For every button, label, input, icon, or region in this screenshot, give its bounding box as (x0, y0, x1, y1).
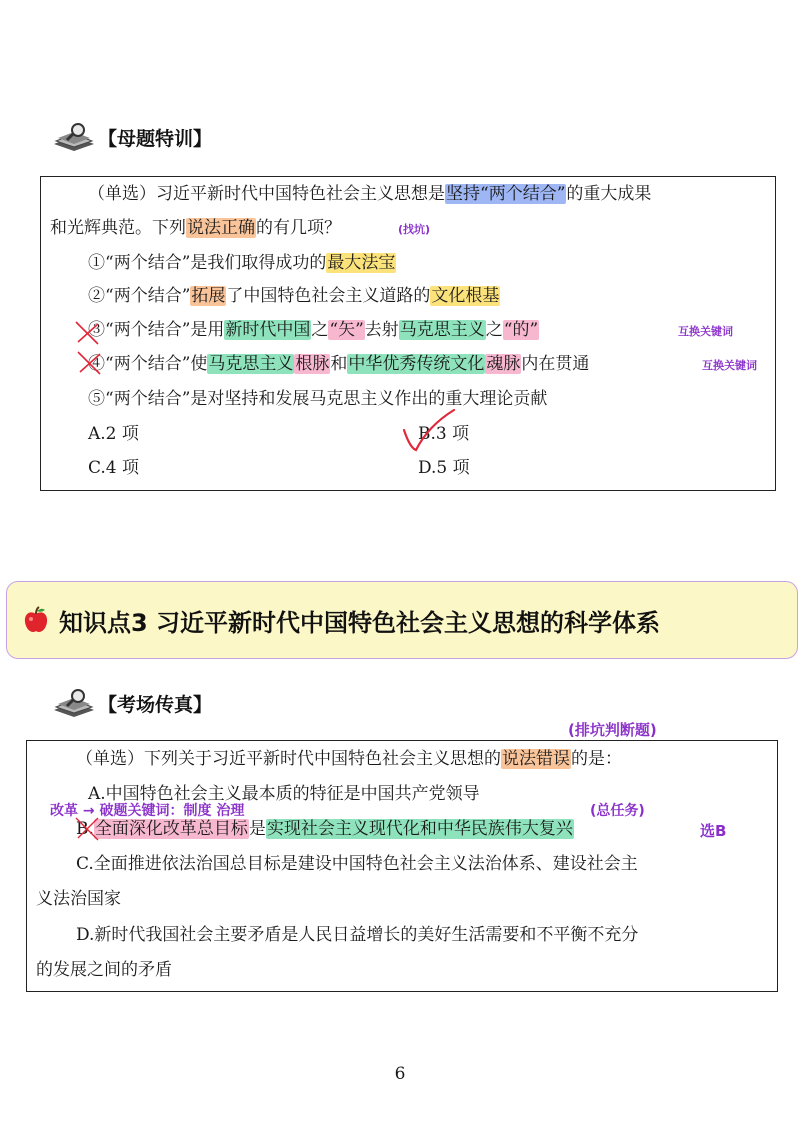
annotation-swap-keywords-1: 互换关键词 (678, 325, 733, 338)
banner-title: 知识点3 习近平新时代中国特色社会主义思想的科学体系 (59, 608, 661, 637)
option-d: D.5 项 (418, 458, 470, 478)
statement-1: ①“两个结合”是我们取得成功的最大法宝 (88, 253, 396, 273)
exam-option-d-line2: 的发展之间的矛盾 (36, 960, 172, 980)
book-magnifier-icon (52, 688, 96, 718)
option-a: A.2 项 (88, 424, 139, 444)
check-mark-icon (400, 408, 460, 454)
exam-option-c-line1: C.全面推进依法治国总目标是建设中国特色社会主义法治体系、建设社会主 (76, 854, 638, 874)
highlight-two-combinations: 坚持“两个结合” (446, 184, 566, 204)
highlight-correct-statement: 说法正确 (187, 218, 255, 238)
annotation-swap-keywords-2: 互换关键词 (702, 359, 757, 372)
annotation-reform-keywords: 改革 → 破题关键词：制度 治理 (50, 803, 245, 819)
annotation-exclude-trap: (排坑判断题) (568, 721, 657, 739)
exam-option-b: B.全面深化改革总目标是实现社会主义现代化和中华民族伟大复兴 (76, 819, 573, 839)
option-b: B.3 项 (418, 424, 470, 444)
statement-3: ③“两个结合”是用新时代中国之“矢”去射马克思主义之“的” (88, 320, 539, 340)
statement-5: ⑤“两个结合”是对坚持和发展马克思主义作出的重大理论贡献 (88, 389, 548, 409)
section-header-mother-question (52, 122, 212, 152)
exam-option-d-line1: D.新时代我国社会主要矛盾是人民日益增长的美好生活需要和不平衡不充分 (76, 925, 639, 945)
annotation-find-trap: (找坑) (398, 223, 431, 236)
exam-question-stem: （单选）下列关于习近平新时代中国特色社会主义思想的说法错误的是： (76, 749, 622, 769)
section-title: 【考场传真】 (98, 693, 213, 716)
cross-marks-icon (72, 318, 106, 378)
book-magnifier-icon (52, 122, 96, 152)
exam-option-a: A.中国特色社会主义最本质的特征是中国共产党领导 (88, 784, 480, 804)
highlight-wrong-statement: 说法错误 (502, 749, 570, 769)
exam-option-c-line2: 义法治国家 (36, 889, 121, 909)
knowledge-point-banner (6, 581, 798, 659)
question-stem-line2: 和光辉典范。下列说法正确的有几项？ (50, 218, 341, 238)
annotation-overall-task: (总任务) (590, 803, 645, 819)
section-header-exam-real (52, 688, 212, 718)
question-stem-line1: （单选）习近平新时代中国特色社会主义思想是坚持“两个结合”的重大成果 (88, 184, 652, 204)
apple-icon (21, 605, 51, 635)
section-title: 【母题特训】 (98, 127, 213, 150)
annotation-choose-b: 选B (700, 822, 727, 840)
statement-4: ④“两个结合”使马克思主义 根脉和中华优秀传统文化 魂脉内在贯通 (88, 354, 590, 374)
statement-2: ②“两个结合”拓展了中国特色社会主义道路的文化根基 (88, 286, 500, 306)
cross-mark-icon (70, 812, 104, 846)
page-number: 6 (394, 1064, 406, 1084)
option-c: C.4 项 (88, 458, 140, 478)
